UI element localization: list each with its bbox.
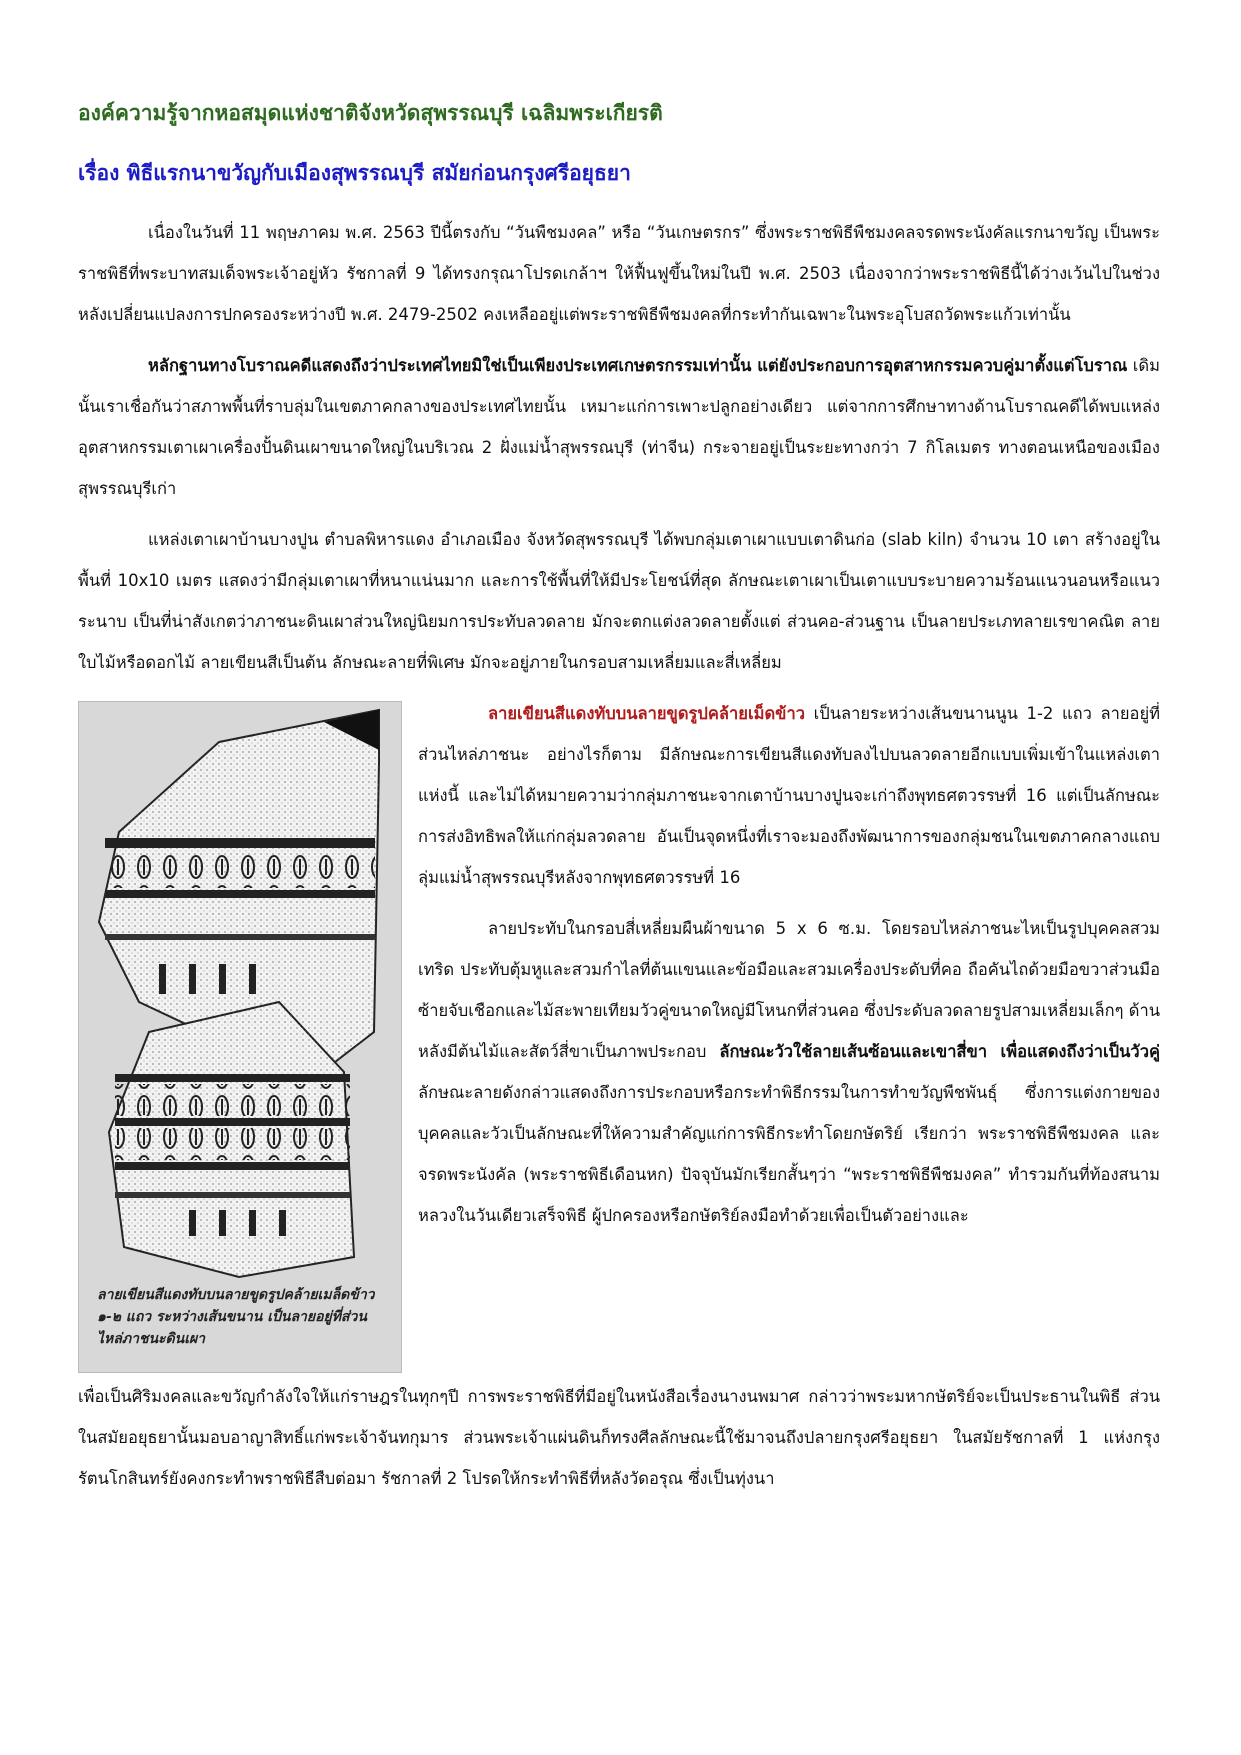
figure-caption: ลายเขียนสีแดงทับบนลายขูดรูปคล้ายเมล็ดข้าว ๑-๒ แถว ระหว่างเส้นขนาน เป็นลายอยู่ที่ส่วนไหล่ภาชนะดินเผา <box>97 1287 375 1347</box>
paragraph-red-paint <box>418 693 1160 898</box>
figure-section <box>78 693 1160 1376</box>
pottery-sherd-figure <box>78 701 402 1373</box>
paragraph-stamp-motif <box>418 908 1160 1236</box>
paragraph-evidence <box>78 345 1160 509</box>
document-subtitle: เรื่อง พิธีแรกนาขวัญกับเมืองสุพรรณบุรี สมัยก่อนกรุงศรีอยุธยา <box>78 161 631 185</box>
document-header-title: องค์ความรู้จากหอสมุดแห่งชาติจังหวัดสุพรรณบุรี เฉลิมพระเกียรติ <box>78 101 663 125</box>
paragraph-stamp-motif-bold: ลักษณะวัวใช้ลายเส้นซ้อนและเขาสี่ขา เพื่อแสดงถึงว่าเป็นวัวคู่ <box>719 1042 1161 1061</box>
figure-side-text <box>418 693 1160 1236</box>
paragraph-stamp-motif-text-b: ลักษณะลายดังกล่าวแสดงถึงการประกอบหรือกระทำพิธีกรรมในการทำขวัญพืชพันธุ์ ซึ่งการแต่งกายของบุคคลและวัวเป็นลักษณะที่ให้ความสำคัญแก่การพิธีกระทำโดยกษัตริย์ เรียกว่า พระราชพิธีพืชมงคล และจรดพระนังคัล (พระราชพิธีเดือนหก) ปัจจุบันมักเรียกสั้นๆว่า “พระราชพิธีพืชมงคล” ทำรวมกันที่ท้องสนามหลวงในวันเดียวเสร็จพิธี ผู้ปกครองหรือกษัตริย์ลงมือทำด้วยเพื่อเป็นตัวอย่างและ <box>418 1083 1160 1225</box>
paragraph-kiln-site: แหล่งเตาเผาบ้านบางปูน ตำบลพิหารแดง อำเภอเมือง จังหวัดสุพรรณบุรี ได้พบกลุ่มเตาเผาแบบเตาดินก่อ (slab kiln) จำนวน 10 เตา สร้างอยู่ในพื้นที่ 10x10 เมตร แสดงว่ามีกลุ่มเตาเผาที่หนาแน่นมาก และการใช้พื้นที่ให้มีประโยชน์ที่สุด ลักษณะเตาเผาเป็นเตาแบบระบายความร้อนแนวนอนหรือแนวระนาบ เป็นที่น่าสังเกตว่าภาชนะดินเผาส่วนใหญ่นิยมการประทับลวดลาย มักจะตกแต่งลวดลายตั้งแต่ ส่วนคอ-ส่วนฐาน เป็นลายประเภทลายเรขาคณิต ลายใบไม้หรือดอกไม้ ลายเขียนสีเป็นต้น ลักษณะลายที่พิเศษ มักจะอยู่ภายในกรอบสามเหลี่ยมและสี่เหลี่ยม <box>78 530 1160 672</box>
paragraph-intro: เนื่องในวันที่ 11 พฤษภาคม พ.ศ. 2563 ปีนี้ตรงกับ “วันพืชมงคล” หรือ “วันเกษตรกร” ซึ่งพระราชพิธีพืชมงคลจรดพระนังคัลแรกนาขวัญ เป็นพระราชพิธีที่พระบาทสมเด็จพระเจ้าอยู่หัว รัชกาลที่ 9 ได้ทรงกรุณาโปรดเกล้าฯ ให้ฟื้นฟูขึ้นใหม่ในปี พ.ศ. 2503 เนื่องจากว่าพระราชพิธีนี้ได้ว่างเว้นไปในช่วงหลังเปลี่ยนแปลงการปกครองระหว่างปี พ.ศ. 2479-2502 คงเหลืออยู่แต่พระราชพิธีพืชมงคลที่กระทำกันเฉพาะในพระอุโบสถวัดพระแก้วเท่านั้น <box>78 223 1160 324</box>
paragraph-red-paint-text: เป็นลายระหว่างเส้นขนานนูน 1-2 แถว ลายอยู่ที่ส่วนไหล่ภาชนะ อย่างไรก็ตาม มีลักษณะการเขียนสีแดงทับลงไปบนลวดลายอีกแบบเพิ่มเข้าในแหล่งเตาแห่งนี้ และไม่ได้หมายความว่ากลุ่มภาชนะจากเตาบ้านบางปูนจะเก่าถึงพุทธศตวรรษที่ 16 แต่เป็นลักษณะการส่งอิทธิพลให้แก่กลุ่มลวดลาย อันเป็นจุดหนึ่งที่เราจะมองถึงพัฒนาการของกลุ่มชนในเขตภาคกลางแถบลุ่มแม่น้ำสุพรรณบุรีหลังจากพุทธศตวรรษที่ 16 <box>418 704 1160 887</box>
paragraph-stamp-motif-text-a: ลายประทับในกรอบสี่เหลี่ยมผืนผ้าขนาด 5 x 6 ซ.ม. โดยรอบไหล่ภาชนะไหเป็นรูปบุคคลสวมเทริด ประทับตุ้มหูและสวมกำไลที่ต้นแขนและข้อมือและสวมเครื่องประดับที่คอ ถือคันไถด้วยมือขวาส่วนมือซ้ายจับเชือกและไม้สะพายเทียมวัวคู่ขนาดใหญ่มีโหนกที่ส่วนคอ ซึ่งประดับลวดลายรูปสามเหลี่ยมเล็กๆ ด้านหลังมีต้นไม้และสัตว์สี่ขาเป็นภาพประกอบ <box>418 919 1160 1061</box>
pottery-sherd-drawing-icon <box>79 702 401 1372</box>
paragraph-red-paint-heading: ลายเขียนสีแดงทับบนลายขูดรูปคล้ายเม็ดข้าว <box>488 704 805 723</box>
document-page <box>78 78 1160 1499</box>
paragraph-evidence-bold: หลักฐานทางโบราณคดีแสดงถึงว่าประเทศไทยมิใช่เป็นเพียงประเทศเกษตรกรรมเท่านั้น แต่ยังประกอบการอุตสาหกรรมควบคู่มาตั้งแต่โบราณ <box>148 356 1128 375</box>
paragraph-ceremony-history: เพื่อเป็นศิริมงคลและขวัญกำลังใจให้แก่ราษฎรในทุกๆปี การพระราชพิธีที่มีอยู่ในหนังสือเรื่องนางนพมาศ กล่าวว่าพระมหากษัตริย์จะเป็นประธานในพิธี ส่วนในสมัยอยุธยานั้นมอบอาญาสิทธิ์แก่พระเจ้าจันทกุมาร ส่วนพระเจ้าแผ่นดินก็ทรงศีลลักษณะนี้ใช้มาจนถึงปลายกรุงศรีอยุธยา ในสมัยรัชกาลที่ 1 แห่งกรุงรัตนโกสินทร์ยังคงกระทำพราชพิธีสืบต่อมา รัชกาลที่ 2 โปรดให้กระทำพิธีที่หลังวัดอรุณ ซึ่งเป็นทุ่งนา <box>78 1387 1160 1488</box>
paragraph-evidence-text: เดิมนั้นเราเชื่อกันว่าสภาพพื้นที่ราบลุ่มในเขตภาคกลางของประเทศไทยนั้น เหมาะแก่การเพาะปลูกอย่างเดียว แต่จากการศึกษาทางด้านโบราณคดีได้พบแหล่งอุตสาหกรรมเตาเผาเครื่องปั้นดินเผาขนาดใหญ่ในบริเวณ 2 ฝั่งแม่น้ำสุพรรณบุรี (ท่าจีน) กระจายอยู่เป็นระยะทางกว่า 7 กิโลเมตร ทางตอนเหนือของเมืองสุพรรณบุรีเก่า <box>78 356 1160 498</box>
